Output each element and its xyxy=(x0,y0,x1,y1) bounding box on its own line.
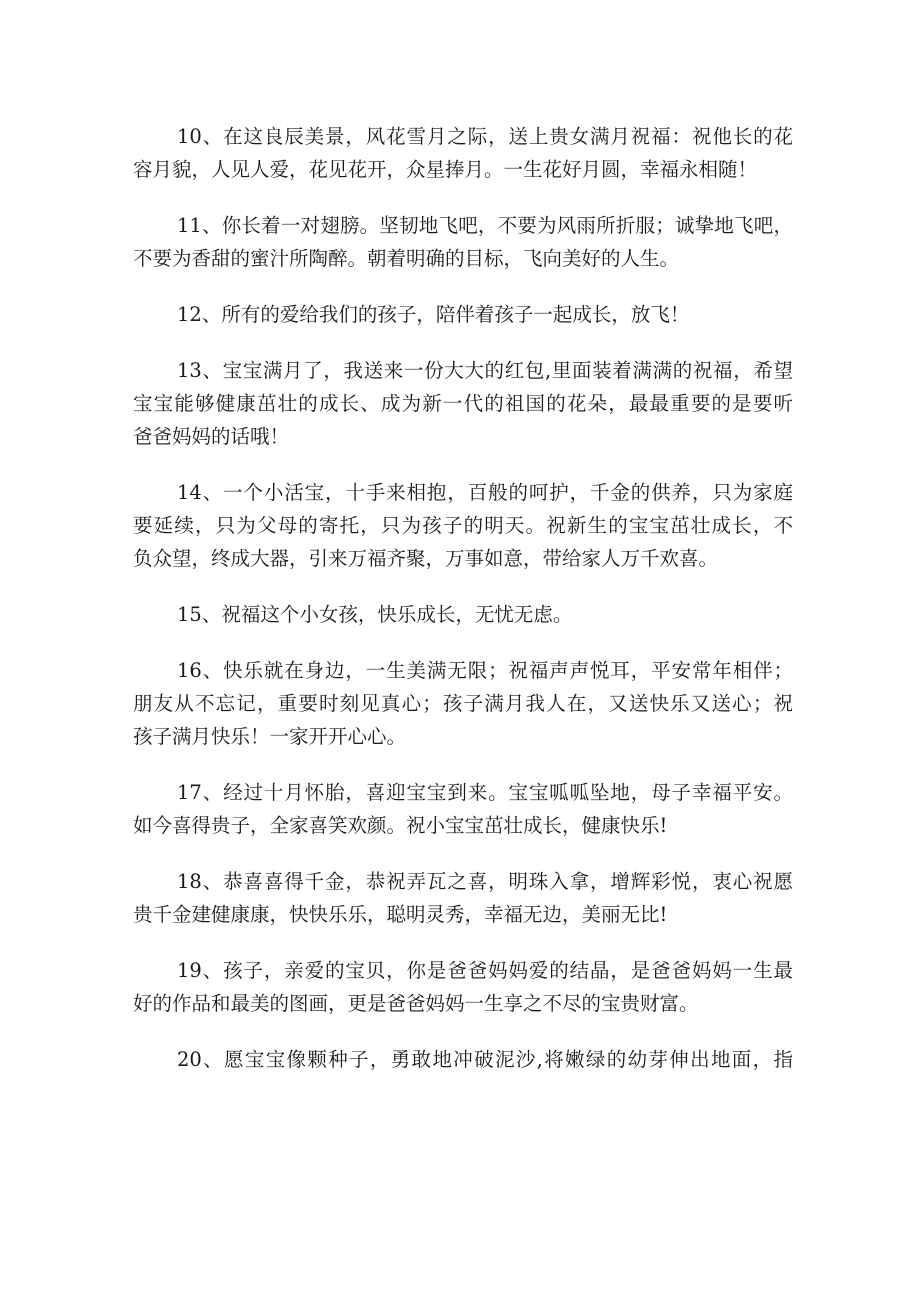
paragraph-14 xyxy=(133,476,793,575)
text-line: 朋友从不忘记，重要时刻见真心；孩子满月我人在，又送快乐又送心；祝 xyxy=(133,692,793,715)
text-line: 贵千金建健康康，快快乐乐，聪明灵秀，幸福无边，美丽无比! xyxy=(133,903,668,926)
text-line: 10、在这良辰美景，风花雪月之际，送上贵女满月祝福：祝他长的花 xyxy=(177,125,793,148)
text-line: 15、祝福这个小女孩，快乐成长，无忧无虑。 xyxy=(177,603,573,626)
text-line: 容月貌，人见人爱，花见花开，众星捧月。一生花好月圆，幸福永相随！ xyxy=(133,158,758,181)
paragraph-20 xyxy=(133,1043,793,1076)
text-line: 16、快乐就在身边，一生美满无限；祝福声声悦耳，平安常年相伴； xyxy=(177,659,793,682)
text-line: 17、经过十月怀胎，喜迎宝宝到来。宝宝呱呱坠地，母子幸福平安。 xyxy=(177,781,793,804)
text-line: 19、孩子，亲爱的宝贝，你是爸爸妈妈爱的结晶，是爸爸妈妈一生最 xyxy=(177,959,793,982)
text-line: 13、宝宝满月了，我送来一份大大的红包,里面装着满满的祝福，希望 xyxy=(177,359,793,382)
text-line: 要延续，只为父母的寄托，只为孩子的明天。祝新生的宝宝茁壮成长，不 xyxy=(133,514,793,537)
text-line: 孩子满月快乐！一家开开心心。 xyxy=(133,725,407,748)
text-line: 20、愿宝宝像颗种子，勇敢地冲破泥沙,将嫩绿的幼芽伸出地面，指 xyxy=(177,1048,793,1071)
text-line: 好的作品和最美的图画，更是爸爸妈妈一生享之不尽的宝贵财富。 xyxy=(133,992,699,1015)
paragraph-18 xyxy=(133,865,793,931)
paragraph-13 xyxy=(133,354,793,453)
paragraph-17 xyxy=(133,776,793,842)
text-line: 11、你长着一对翅膀。坚韧地飞吧，不要为风雨所折服；诚挚地飞吧， xyxy=(177,214,793,237)
paragraph-10 xyxy=(133,120,793,186)
paragraph-16 xyxy=(133,654,793,753)
text-line: 14、一个小活宝，十手来相抱，百般的呵护，千金的供养，只为家庭 xyxy=(177,481,793,504)
text-line: 12、所有的爱给我们的孩子，陪伴着孩子一起成长，放飞！ xyxy=(177,303,690,326)
paragraph-11 xyxy=(133,209,793,275)
text-line: 负众望，终成大器，引来万福齐聚，万事如意，带给家人万千欢喜。 xyxy=(133,547,719,570)
text-line: 18、恭喜喜得千金，恭祝弄瓦之喜，明珠入拿，增辉彩悦，衷心祝愿 xyxy=(177,870,793,893)
document-body xyxy=(133,120,793,1076)
text-line: 宝宝能够健康茁壮的成长、成为新一代的祖国的花朵，最最重要的是要听 xyxy=(133,392,793,415)
text-line: 爸爸妈妈的话哦！ xyxy=(133,425,290,448)
text-line: 不要为香甜的蜜汁所陶醉。朝着明确的目标，飞向美好的人生。 xyxy=(133,247,680,270)
text-line: 如今喜得贵子，全家喜笑欢颜。祝小宝宝茁壮成长，健康快乐! xyxy=(133,814,668,837)
paragraph-19 xyxy=(133,954,793,1020)
paragraph-12 xyxy=(133,298,793,331)
paragraph-15 xyxy=(133,598,793,631)
